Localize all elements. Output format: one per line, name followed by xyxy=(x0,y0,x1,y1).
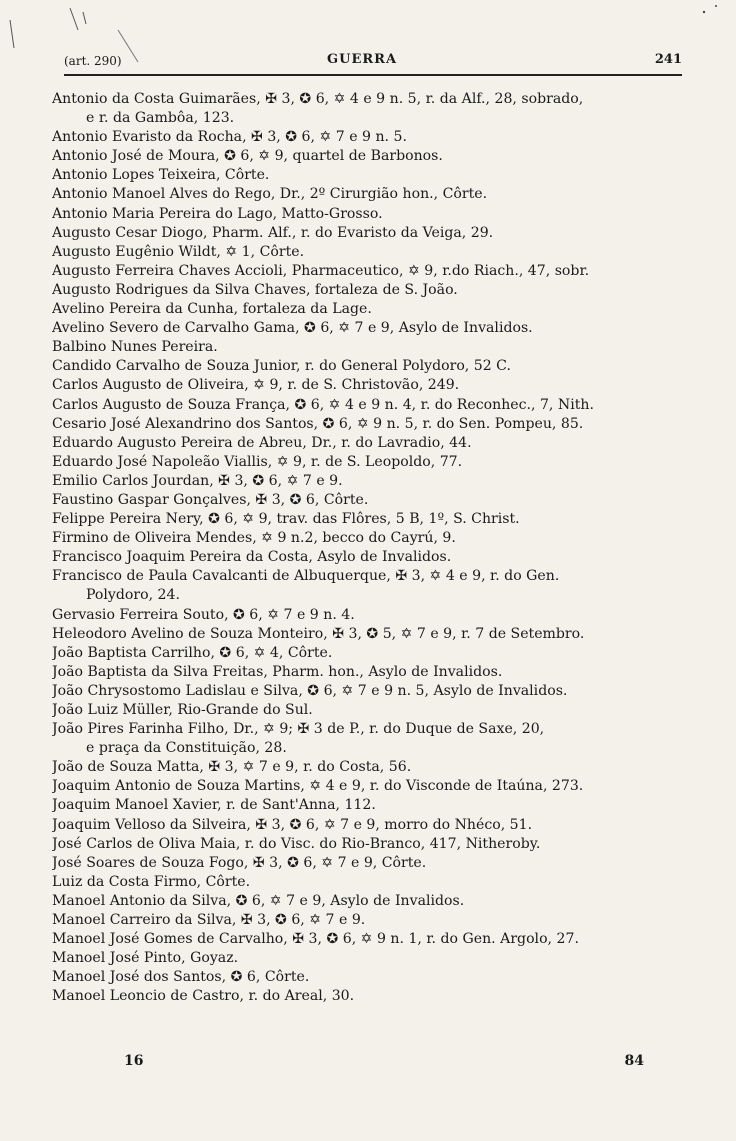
entry-line: Eduardo José Napoleão Viallis, ✡ 9, r. de S. Leopoldo, 77. xyxy=(52,453,463,470)
entry-line: Felippe Pereira Nery, ✪ 6, ✡ 9, trav. das Flôres, 5 B, 1º, S. Christ. xyxy=(52,511,520,528)
entry-line: Avelino Pereira da Cunha, fortaleza da Lage. xyxy=(52,301,372,318)
entry-list xyxy=(52,90,692,1007)
entry-line: Firmino de Oliveira Mendes, ✡ 9 n.2, becco do Cayrú, 9. xyxy=(52,530,456,547)
entry-line: Balbino Nunes Pereira. xyxy=(52,339,218,356)
entry-line: Francisco de Paula Cavalcanti de Albuquerque, ✠ 3, ✡ 4 e 9, r. do Gen. xyxy=(52,568,560,585)
entry-line: Joaquim Manoel Xavier, r. de Sant'Anna, 112. xyxy=(52,797,376,814)
entry-line: Manoel Antonio da Silva, ✪ 6, ✡ 7 e 9, Asylo de Invalidos. xyxy=(52,892,465,909)
page-footer xyxy=(64,1053,644,1075)
entry-line: Avelino Severo de Carvalho Gama, ✪ 6, ✡ 7 e 9, Asylo de Invalidos. xyxy=(52,320,533,337)
entry-line: Augusto Cesar Diogo, Pharm. Alf., r. do Evaristo da Veiga, 29. xyxy=(52,224,494,241)
entry-line: José Soares de Souza Fogo, ✠ 3, ✪ 6, ✡ 7 e 9, Côrte. xyxy=(52,854,427,871)
section-title: GUERRA xyxy=(327,52,398,67)
entry-line: Manoel José Gomes de Carvalho, ✠ 3, ✪ 6, ✡ 9 n. 1, r. do Gen. Argolo, 27. xyxy=(52,931,579,948)
running-header xyxy=(64,52,682,76)
entry-line: João Baptista da Silva Freitas, Pharm. hon., Asylo de Invalidos. xyxy=(52,663,503,680)
entry-line: Antonio Evaristo da Rocha, ✠ 3, ✪ 6, ✡ 7 e 9 n. 5. xyxy=(52,129,407,146)
entry-line: João Luiz Müller, Rio-Grande do Sul. xyxy=(52,702,313,718)
entry-continuation: Polydoro, 24. xyxy=(86,587,180,604)
entry-line: Eduardo Augusto Pereira de Abreu, Dr., r. do Lavradio, 44. xyxy=(52,434,472,451)
entry-line: Augusto Rodrigues da Silva Chaves, fortaleza de S. João. xyxy=(52,281,458,298)
entry-line: Faustino Gaspar Gonçalves, ✠ 3, ✪ 6, Côrte. xyxy=(52,491,369,508)
entry-line: Candido Carvalho de Souza Junior, r. do General Polydoro, 52 C. xyxy=(52,358,511,375)
entry-line: Augusto Ferreira Chaves Accioli, Pharmaceutico, ✡ 9, r.do Riach., 47, sobr. xyxy=(52,262,590,279)
entry-line: Antonio da Costa Guimarães, ✠ 3, ✪ 6, ✡ 4 e 9 n. 5, r. da Alf., 28, sobrado, xyxy=(52,91,584,107)
page-number: 241 xyxy=(654,52,682,67)
entry-line: Antonio Maria Pereira do Lago, Matto-Grosso. xyxy=(52,205,383,222)
entry-line: Cesario José Alexandrino dos Santos, ✪ 6, ✡ 9 n. 5, r. do Sen. Pompeu, 85. xyxy=(52,415,584,432)
entry-line: Manoel Carreiro da Silva, ✠ 3, ✪ 6, ✡ 7 e 9. xyxy=(52,912,366,929)
entry-line: Joaquim Velloso da Silveira, ✠ 3, ✪ 6, ✡ 7 e 9, morro do Nhéco, 51. xyxy=(52,816,533,833)
entry-line: João Pires Farinha Filho, Dr., ✡ 9; ✠ 3 de P., r. do Duque de Saxe, 20, xyxy=(52,721,545,738)
entry-line: Joaquim Antonio de Souza Martins, ✡ 4 e 9, r. do Visconde de Itaúna, 273. xyxy=(52,778,584,795)
entry-continuation: e r. da Gambôa, 123. xyxy=(86,110,235,127)
article-ref: (art. 290) xyxy=(64,54,122,68)
entry-line: Luiz da Costa Firmo, Côrte. xyxy=(52,873,251,890)
entry-line: Antonio Manoel Alves do Rego, Dr., 2º Cirurgião hon., Côrte. xyxy=(52,186,488,203)
entry-continuation: e praça da Constituição, 28. xyxy=(86,740,287,757)
entry-line: Carlos Augusto de Oliveira, ✡ 9, r. de S. Christovão, 249. xyxy=(52,377,460,394)
entry-line: Manoel Leoncio de Castro, r. do Areal, 30. xyxy=(52,988,355,1005)
entry-line: Manoel José Pinto, Goyaz. xyxy=(52,950,239,967)
entry-line: João Baptista Carrilho, ✪ 6, ✡ 4, Côrte. xyxy=(52,644,333,661)
entry-line: Augusto Eugênio Wildt, ✡ 1, Côrte. xyxy=(52,243,305,260)
entry-line: José Carlos de Oliva Maia, r. do Visc. do Rio-Branco, 417, Nitheroby. xyxy=(52,835,541,852)
footer-number: 84 xyxy=(624,1053,644,1069)
entry-line: Gervasio Ferreira Souto, ✪ 6, ✡ 7 e 9 n. 4. xyxy=(52,606,355,623)
entry-line: Antonio José de Moura, ✪ 6, ✡ 9, quartel de Barbonos. xyxy=(52,148,443,165)
entry-line: Carlos Augusto de Souza França, ✪ 6, ✡ 4 e 9 n. 4, r. do Reconhec., 7, Nith. xyxy=(52,396,594,413)
entry-line: Emilio Carlos Jourdan, ✠ 3, ✪ 6, ✡ 7 e 9. xyxy=(52,472,343,489)
signature-mark: 16 xyxy=(124,1053,144,1069)
entry-line: Antonio Lopes Teixeira, Côrte. xyxy=(52,167,270,184)
entry-line: Heleodoro Avelino de Souza Monteiro, ✠ 3, ✪ 5, ✡ 7 e 9, r. 7 de Setembro. xyxy=(52,625,585,642)
entry-line: João de Souza Matta, ✠ 3, ✡ 7 e 9, r. do Costa, 56. xyxy=(52,759,412,776)
entry-line: Francisco Joaquim Pereira da Costa, Asylo de Invalidos. xyxy=(52,549,452,566)
entry-line: João Chrysostomo Ladislau e Silva, ✪ 6, ✡ 7 e 9 n. 5, Asylo de Invalidos. xyxy=(52,682,568,699)
entry-line: Manoel José dos Santos, ✪ 6, Côrte. xyxy=(52,969,310,986)
